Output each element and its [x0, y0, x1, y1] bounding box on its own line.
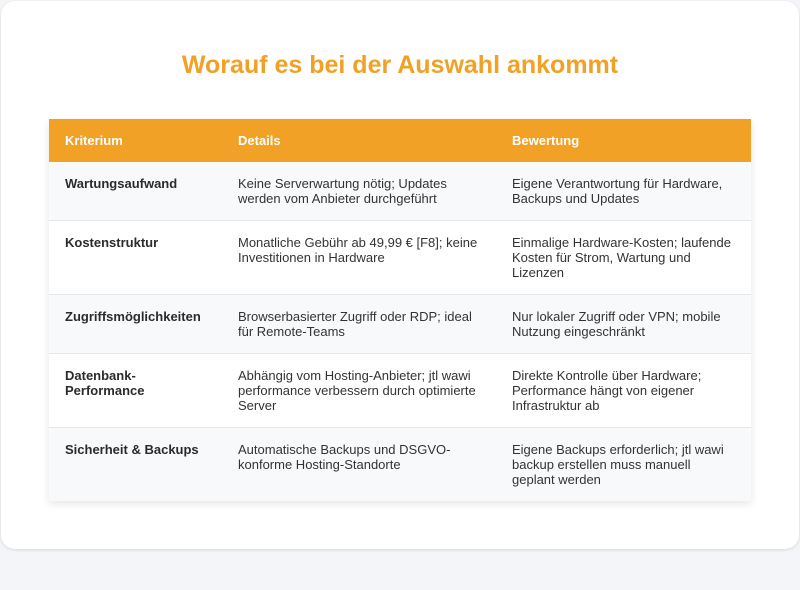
cell-criterion: Zugriffsmöglichkeiten: [49, 295, 222, 354]
cell-rating: Nur lokaler Zugriff oder VPN; mobile Nutzung eingeschränkt: [496, 295, 751, 354]
cell-rating: Direkte Kontrolle über Hardware; Performance hängt von eigener Infrastruktur ab: [496, 354, 751, 428]
table-header-row: [49, 119, 751, 162]
cell-criterion: Datenbank-Performance: [49, 354, 222, 428]
page-title: Worauf es bei der Auswahl ankommt: [181, 51, 619, 79]
cell-rating: Einmalige Hardware-Kosten; laufende Kosten für Strom, Wartung und Lizenzen: [496, 221, 751, 295]
header-details: Details: [222, 119, 496, 162]
cell-details: Abhängig vom Hosting-Anbieter; jtl wawi performance verbessern durch optimierte Server: [222, 354, 496, 428]
comparison-table: [49, 119, 751, 501]
content-card: [1, 1, 799, 549]
header-rating: Bewertung: [496, 119, 751, 162]
cell-details: Browserbasierter Zugriff oder RDP; ideal für Remote-Teams: [222, 295, 496, 354]
comparison-table-container: [49, 119, 751, 501]
cell-details: Monatliche Gebühr ab 49,99 € [F8]; keine Investitionen in Hardware: [222, 221, 496, 295]
table-row: [49, 354, 751, 428]
cell-rating: Eigene Verantwortung für Hardware, Backups und Updates: [496, 162, 751, 221]
cell-rating: Eigene Backups erforderlich; jtl wawi backup erstellen muss manuell geplant werden: [496, 428, 751, 502]
cell-criterion: Sicherheit & Backups: [49, 428, 222, 502]
table-row: [49, 221, 751, 295]
table-row: [49, 295, 751, 354]
cell-details: Keine Serverwartung nötig; Updates werden vom Anbieter durchgeführt: [222, 162, 496, 221]
table-row: [49, 162, 751, 221]
cell-criterion: Wartungsaufwand: [49, 162, 222, 221]
header-criterion: Kriterium: [49, 119, 222, 162]
cell-details: Automatische Backups und DSGVO-konforme Hosting-Standorte: [222, 428, 496, 502]
cell-criterion: Kostenstruktur: [49, 221, 222, 295]
table-row: [49, 428, 751, 502]
